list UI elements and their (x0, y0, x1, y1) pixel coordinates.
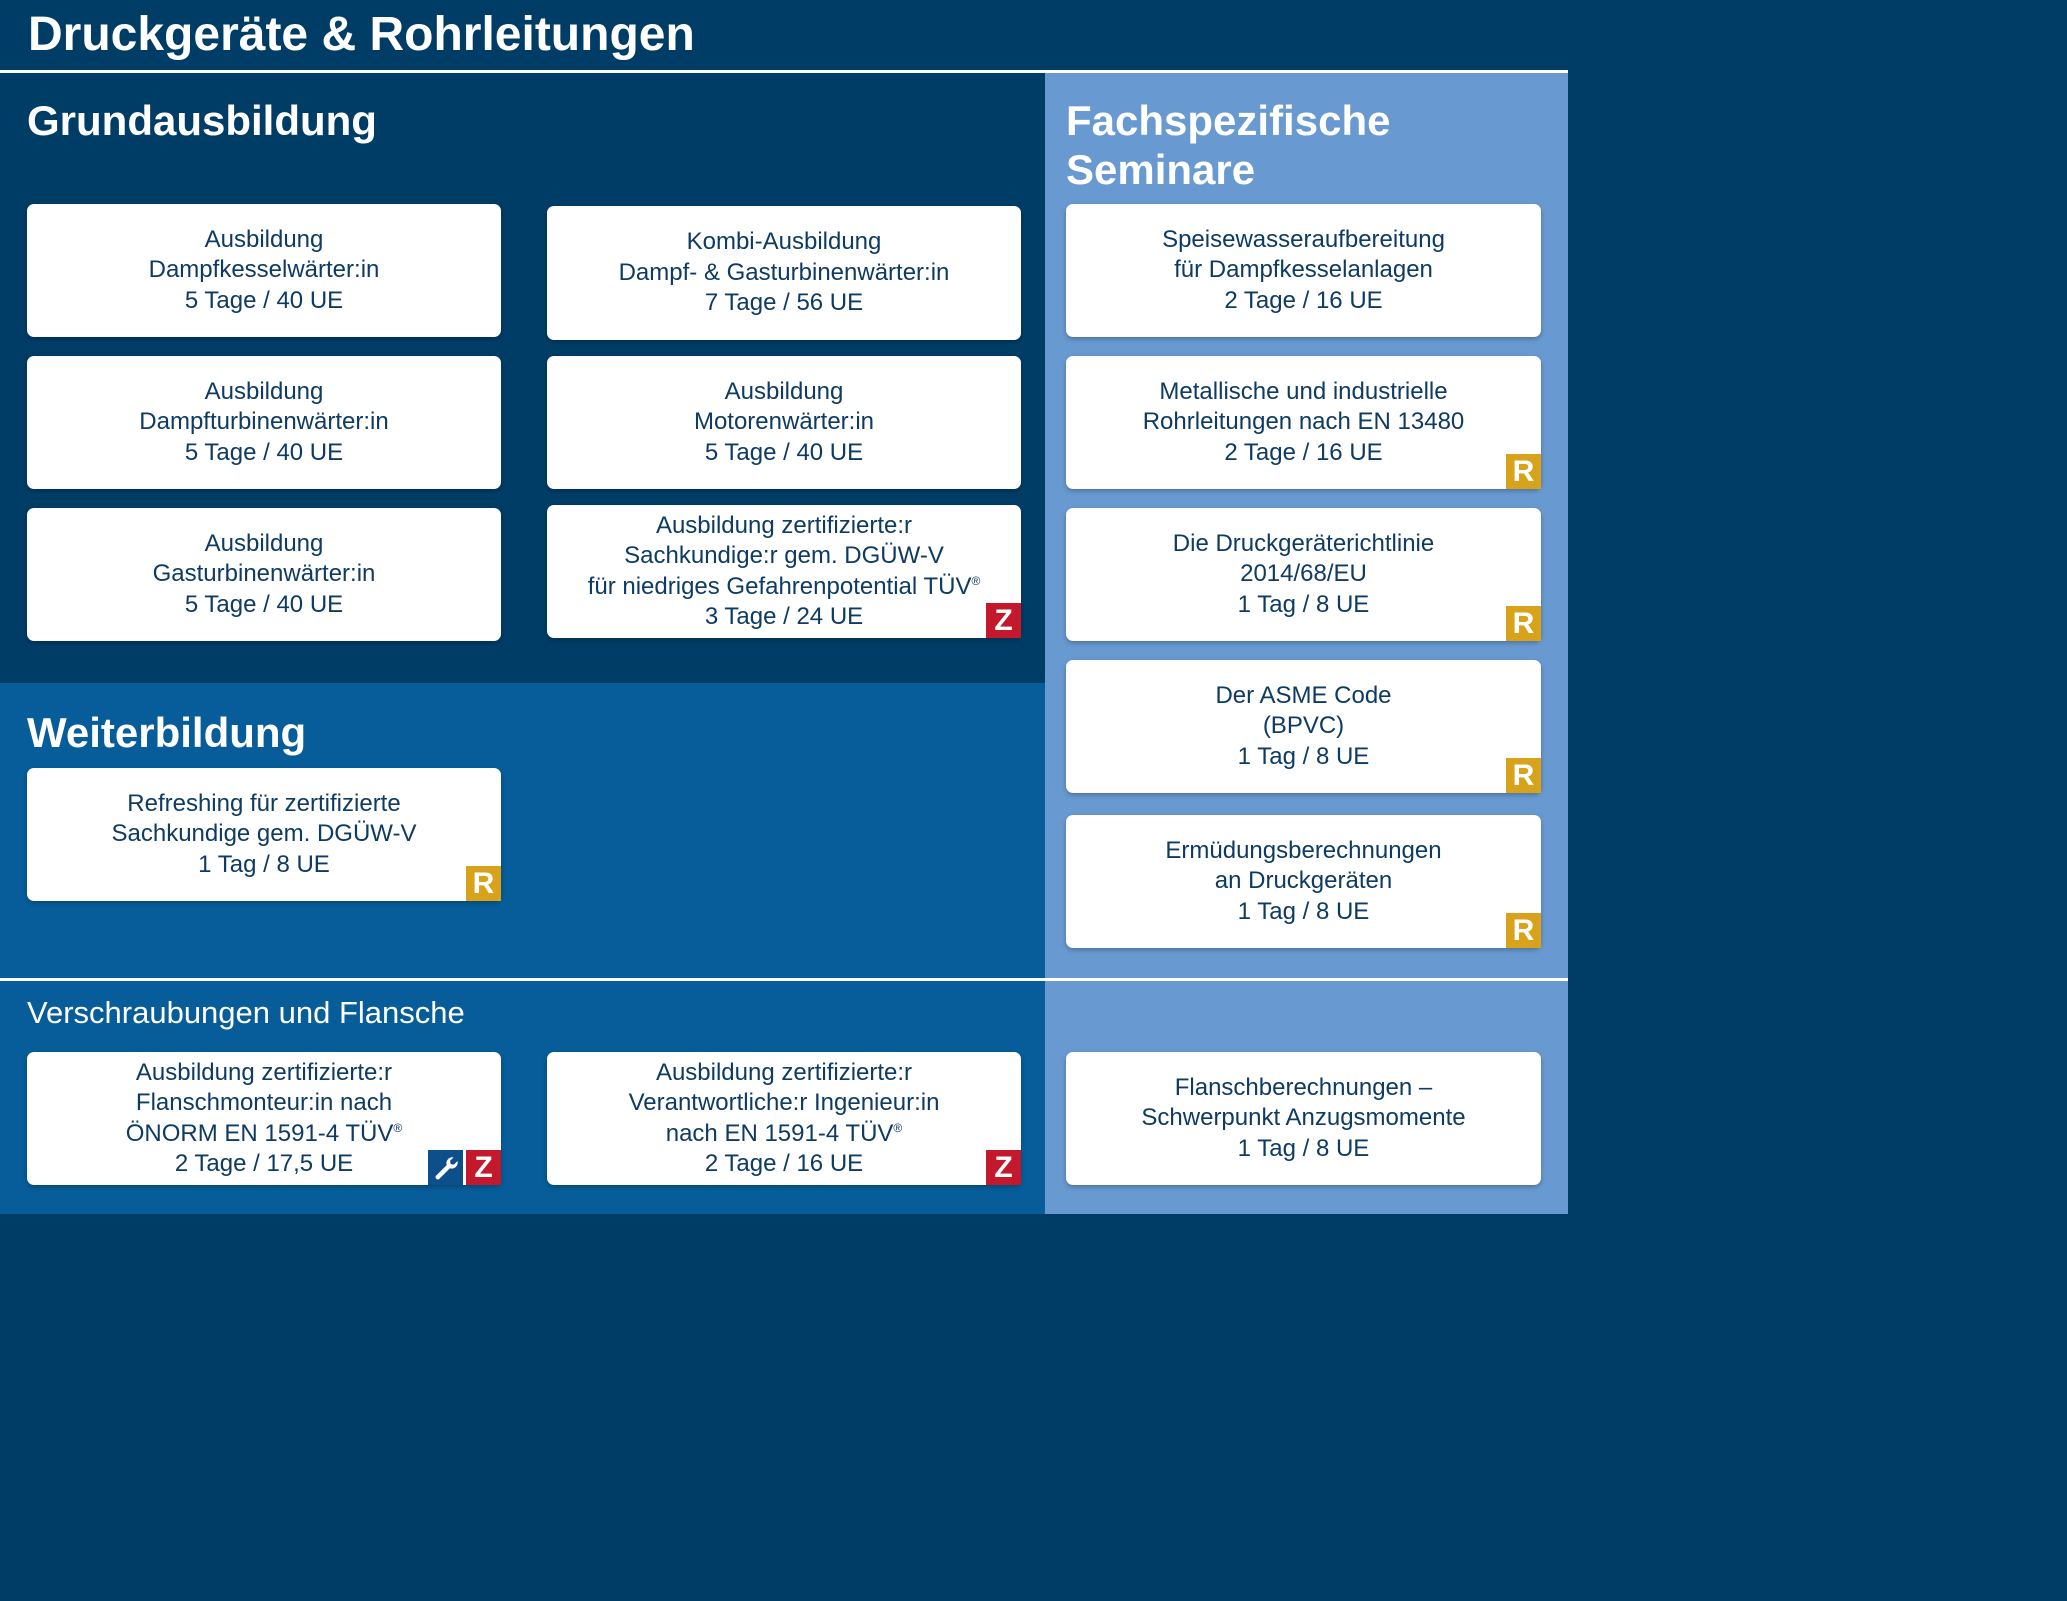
card-duration: 5 Tage / 40 UE (184, 590, 344, 618)
card-speisewasseraufbereitung[interactable] (1066, 204, 1541, 337)
card-text (694, 377, 874, 469)
card-duration: 2 Tage / 16 UE (1224, 286, 1383, 314)
heading-line: Seminare (1066, 146, 1256, 193)
card-line: Schwerpunkt Anzugsmomente (1141, 1104, 1466, 1132)
card-line (588, 572, 981, 603)
card-line: Ausbildung (204, 225, 324, 253)
card-line: Dampf- & Gasturbinenwärter:in (618, 258, 950, 286)
card-line: Der ASME Code (1215, 681, 1392, 709)
badge-z: Z (466, 1150, 501, 1185)
card-metallische-rohrleitungen[interactable] (1066, 356, 1541, 489)
card-text (1162, 225, 1445, 317)
card-text (1141, 1073, 1465, 1165)
card-ermuedungsberechnungen[interactable] (1066, 815, 1541, 948)
card-duration: 1 Tag / 8 UE (198, 850, 330, 878)
card-line: für Dampfkesselanlagen (1174, 256, 1433, 284)
wrench-icon-graphic (432, 1154, 460, 1182)
badge-z: Z (986, 603, 1021, 638)
card-line: Ausbildung zertifizierte:r (655, 511, 913, 539)
badge-r: R (1506, 606, 1541, 641)
card-line: Motorenwärter:in (693, 408, 875, 436)
card-duration: 2 Tage / 17,5 UE (174, 1150, 354, 1177)
card-text (588, 511, 981, 633)
card-duration: 7 Tage / 56 UE (704, 289, 864, 317)
card-line: Ausbildung (204, 529, 324, 557)
card-line: Dampfkesselwärter:in (148, 256, 380, 284)
card-line-text: für niedriges Gefahrenpotential TÜV (587, 572, 972, 600)
registered-mark: ® (893, 1120, 903, 1135)
card-dampfturbinenwaerter[interactable] (27, 356, 501, 489)
card-line: Refreshing für zertifizierte (127, 789, 401, 817)
registered-mark: ® (393, 1120, 403, 1135)
card-sachkundige-dguev[interactable] (547, 505, 1021, 638)
heading-weiterbildung: Weiterbildung (27, 709, 307, 756)
card-line (629, 1119, 940, 1150)
badge-r: R (1506, 454, 1541, 489)
card-line-text: ÖNORM EN 1591-4 TÜV (125, 1119, 394, 1147)
badge-r: R (1506, 913, 1541, 948)
card-duration: 5 Tage / 40 UE (184, 286, 344, 314)
card-text (1165, 836, 1441, 928)
card-duration: 2 Tage / 16 UE (704, 1150, 864, 1177)
card-duration: 1 Tag / 8 UE (1237, 897, 1370, 925)
card-text (1143, 377, 1465, 469)
heading-line: Fachspezifische (1066, 97, 1391, 144)
card-asme-code[interactable] (1066, 660, 1541, 793)
card-text (139, 377, 388, 469)
heading-verschraubungen: Verschraubungen und Flansche (27, 995, 465, 1030)
card-line: (BPVC) (1262, 712, 1345, 740)
card-line (126, 1119, 402, 1150)
card-refreshing-sachkundige[interactable] (27, 768, 501, 901)
card-line: Verantwortliche:r Ingenieur:in (628, 1089, 940, 1116)
card-line: Die Druckgeräterichtlinie (1172, 529, 1435, 557)
card-line: Flanschberechnungen – (1174, 1073, 1433, 1101)
card-kombi-ausbildung[interactable] (547, 206, 1021, 340)
card-line: Metallische und industrielle (1159, 377, 1448, 405)
card-verantwortliche-ingenieur[interactable] (547, 1052, 1021, 1185)
card-duration: 1 Tag / 8 UE (1237, 1134, 1370, 1162)
registered-mark: ® (971, 573, 981, 588)
wrench-icon (428, 1150, 463, 1185)
card-duration: 1 Tag / 8 UE (1237, 742, 1370, 770)
card-flanschberechnungen[interactable] (1066, 1052, 1541, 1185)
card-text (629, 1058, 940, 1180)
card-duration: 2 Tage / 16 UE (1224, 438, 1383, 466)
card-druckgeraterichtlinie[interactable] (1066, 508, 1541, 641)
badge-r: R (1506, 758, 1541, 793)
card-line: Sachkundige:r gem. DGÜW-V (624, 542, 944, 569)
card-duration: 1 Tag / 8 UE (1237, 590, 1370, 618)
card-line: Gasturbinenwärter:in (152, 560, 376, 588)
card-line: Ermüdungsberechnungen (1165, 836, 1442, 864)
heading-grundausbildung: Grundausbildung (27, 97, 377, 144)
card-duration: 5 Tage / 40 UE (184, 438, 344, 466)
card-line: Ausbildung (724, 377, 844, 405)
card-text (619, 227, 950, 319)
card-line-text: nach EN 1591-4 TÜV (665, 1119, 894, 1147)
card-dampfkesselwaerter[interactable] (27, 204, 501, 337)
card-duration: 5 Tage / 40 UE (704, 438, 864, 466)
card-line: Sachkundige gem. DGÜW-V (111, 820, 417, 848)
badge-z: Z (986, 1150, 1021, 1185)
card-line: Flanschmonteur:in nach (135, 1089, 393, 1116)
card-text (153, 529, 376, 621)
card-line: Ausbildung (204, 377, 324, 405)
card-line: 2014/68/EU (1240, 560, 1367, 588)
card-line: an Druckgeräten (1214, 867, 1393, 895)
card-line: Ausbildung zertifizierte:r (655, 1058, 913, 1086)
page-title: Druckgeräte & Rohrleitungen (28, 8, 695, 61)
card-text (111, 789, 416, 881)
card-gasturbinenwaerter[interactable] (27, 508, 501, 641)
card-text (1173, 529, 1434, 621)
card-flanschmonteur[interactable] (27, 1052, 501, 1185)
card-line: Kombi-Ausbildung (686, 228, 882, 256)
card-text (149, 225, 380, 317)
card-line: Dampfturbinenwärter:in (139, 408, 389, 436)
badge-r: R (466, 866, 501, 901)
card-text (126, 1058, 402, 1180)
card-motorenwaerter[interactable] (547, 356, 1021, 489)
card-text (1215, 681, 1391, 773)
heading-fachspezifische-seminare (1066, 96, 1390, 194)
card-duration: 3 Tage / 24 UE (704, 603, 864, 630)
card-line: Ausbildung zertifizierte:r (135, 1058, 393, 1086)
card-line: Speisewasseraufbereitung (1162, 225, 1445, 253)
card-line: Rohrleitungen nach EN 13480 (1142, 408, 1465, 436)
